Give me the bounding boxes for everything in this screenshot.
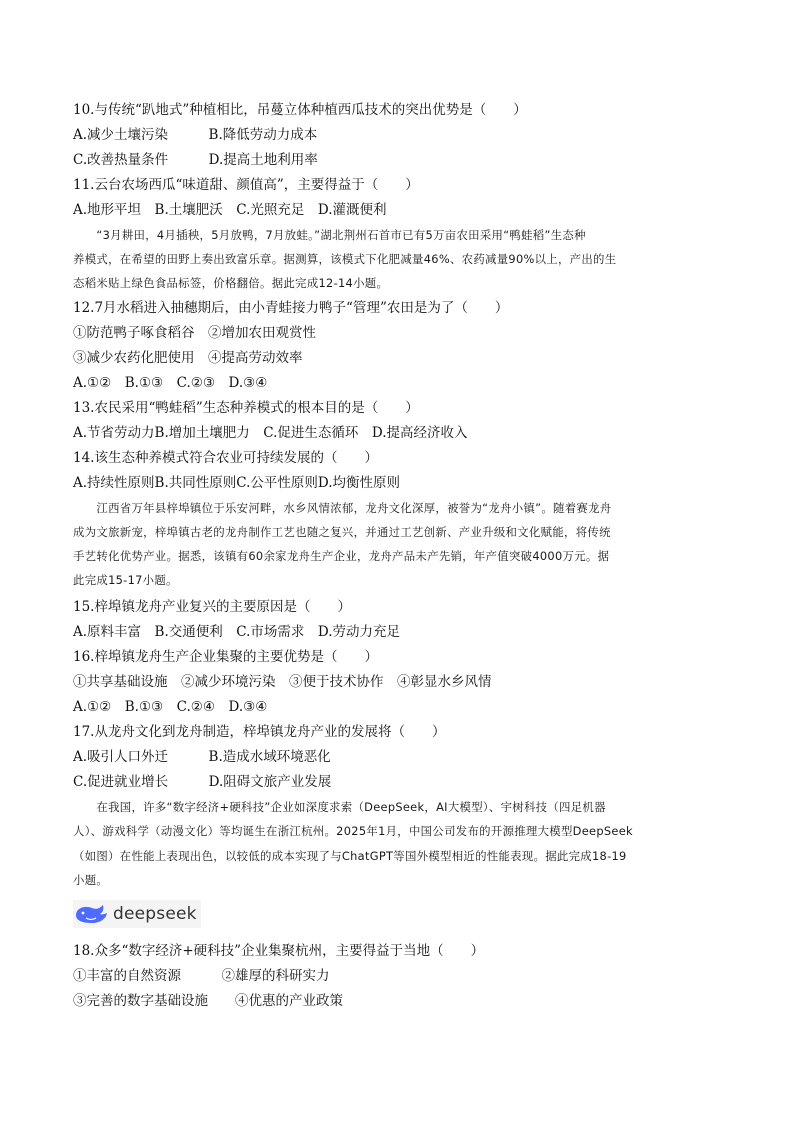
question-11-stem: 11.云台农场西瓜“味道甜、颜值高”，主要得益于（ ） (73, 177, 419, 193)
passage-3-line-3: （如图）在性能上表现出色，以较低的成本实现了与ChatGPT等国外模型相近的性能表现。据此完成18-19 (73, 849, 627, 863)
passage-1-line-1: “3月耕田，4月插秧，5月放鸭，7月放蛙。”湖北荆州石首市已有5万亩农田采用“鸭蛙稻”生态种 (73, 228, 586, 242)
passage-1-line-3: 态稻米贴上绿色食品标签，价格翻倍。据此完成12-14小题。 (73, 276, 389, 290)
question-17-options-ab: A.吸引人口外迁 B.造成水域环境恶化 (73, 749, 331, 765)
question-14-stem: 14.该生态种养模式符合农业可持续发展的（ ） (73, 450, 378, 466)
question-17-options-cd: C.促进就业增长 D.阻碍文旅产业发展 (73, 774, 332, 790)
passage-3-line-1: 在我国，许多“数字经济+硬科技”企业如深度求索（DeepSeek，AI大模型）、宇树科技（四足机器 (73, 800, 606, 814)
deepseek-logo (73, 900, 201, 928)
question-18-stem: 18.众多“数字经济+硬科技”企业集聚杭州，主要得益于当地（ ） (73, 943, 485, 959)
passage-2-line-1: 江西省万年县梓埠镇位于乐安河畔，水乡风情浓郁，龙舟文化深厚，被誉为“龙舟小镇”。随着赛龙舟 (73, 501, 612, 515)
question-12-options: A.①② B.①③ C.②③ D.③④ (73, 375, 268, 391)
passage-2-line-3: 手艺转化优势产业。据悉，该镇有60余家龙舟生产企业，龙舟产品未产先销，年产值突破4000万元。据 (73, 549, 610, 563)
question-16-options: A.①② B.①③ C.②④ D.③④ (73, 699, 268, 715)
question-13-stem: 13.农民采用“鸭蛙稻”生态种养模式的根本目的是（ ） (73, 400, 419, 416)
question-16-stem: 16.梓埠镇龙舟生产企业集聚的主要优势是（ ） (73, 649, 378, 665)
passage-2-line-2: 成为文旅新宠，梓埠镇古老的龙舟制作工艺也随之复兴，并通过工艺创新、产业升级和文化赋能，将传统 (73, 525, 611, 539)
question-18-items-12: ①丰富的自然资源 ②雄厚的科研实力 (73, 968, 330, 984)
logo-wordmark: deepseek (113, 904, 197, 924)
passage-1-line-2: 养模式，在希望的田野上奏出致富乐章。据测算，该模式下化肥减量46%、农药减量90%以上，产出的生 (73, 252, 617, 266)
question-17-stem: 17.从龙舟文化到龙舟制造，梓埠镇龙舟产业的发展将（ ） (73, 724, 446, 740)
question-12-stem: 12.7月水稻进入抽穗期后，由小青蛙接力鸭子“管理”农田是为了（ ） (73, 300, 509, 316)
question-10-options-cd: C.改善热量条件 D.提高土地利用率 (73, 152, 318, 168)
question-18-items-34: ③完善的数字基础设施 ④优惠的产业政策 (73, 993, 343, 1009)
question-14-options: A.持续性原则B.共同性原则C.公平性原则D.均衡性原则 (73, 475, 401, 491)
question-15-options: A.原料丰富 B.交通便利 C.市场需求 D.劳动力充足 (73, 624, 401, 640)
question-12-items-34: ③减少农药化肥使用 ④提高劳动效率 (73, 350, 303, 366)
question-10-stem: 10.与传统“趴地式”种植相比，吊蔓立体种植西瓜技术的突出优势是（ ） (73, 102, 527, 118)
passage-3-line-4: 小题。 (73, 873, 109, 887)
question-12-items-12: ①防范鸭子啄食稻谷 ②增加农田观赏性 (73, 325, 316, 341)
question-13-options: A.节省劳动力B.增加土壤肥力 C.促进生态循环 D.提高经济收入 (73, 425, 468, 441)
question-11-options: A.地形平坦 B.土壤肥沃 C.光照充足 D.灌溉便利 (73, 202, 387, 218)
question-16-items: ①共享基础设施 ②减少环境污染 ③便于技术协作 ④彰显水乡风情 (73, 674, 492, 690)
question-15-stem: 15.梓埠镇龙舟产业复兴的主要原因是（ ） (73, 599, 351, 615)
whale-icon (73, 902, 109, 926)
question-10-options-ab: A.减少土壤污染 B.降低劳动力成本 (73, 127, 318, 143)
passage-2-line-4: 此完成15-17小题。 (73, 573, 178, 587)
passage-3-line-2: 人）、游戏科学（动漫文化）等均诞生在浙江杭州。2025年1月，中国公司发布的开源推理大模型DeepSeek (73, 824, 633, 838)
